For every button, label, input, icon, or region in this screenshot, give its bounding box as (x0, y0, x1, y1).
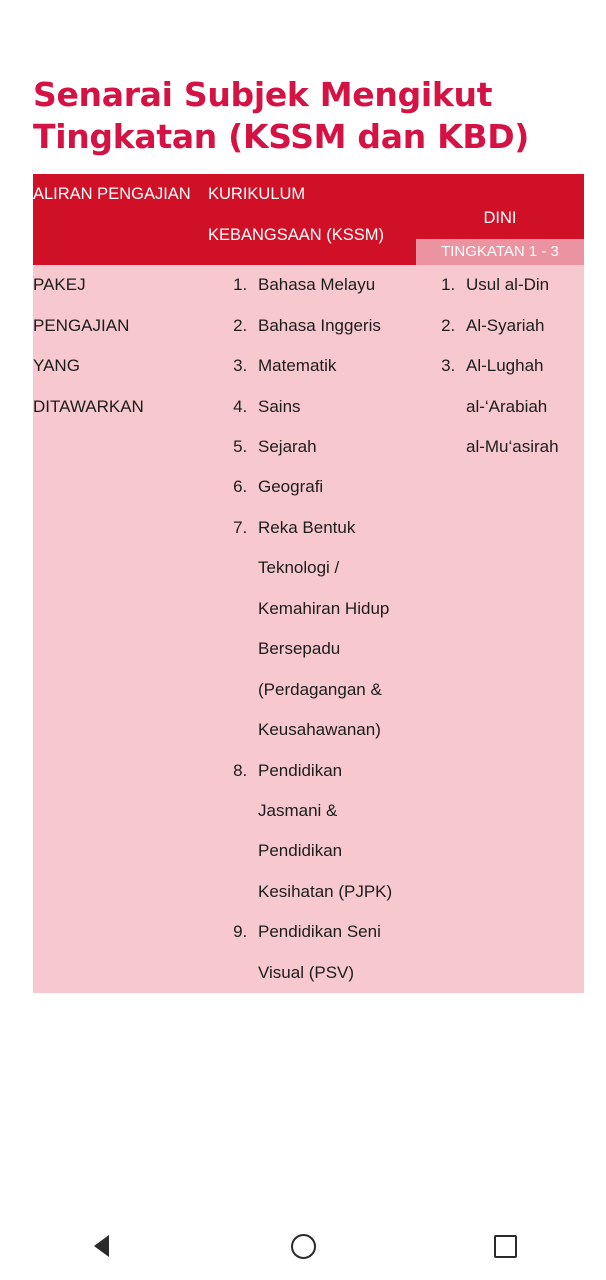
header-tingkatan-1-3: TINGKATAN 1 - 3 (416, 239, 584, 265)
list-item: 3. Matematik (252, 346, 396, 386)
kssm-subject-list (224, 265, 396, 993)
header-kurikulum-kebangsaan: KURIKULUM KEBANGSAAN (KSSM) (208, 174, 416, 265)
cell-pakej-pengajian (33, 265, 208, 993)
recents-square-icon (494, 1235, 517, 1258)
pakej-label-lines (33, 265, 208, 427)
cell-dini-subjects (416, 265, 584, 993)
list-item: 2. Al-Syariah (460, 306, 564, 346)
dini-subject-list (432, 265, 564, 467)
page-title: Senarai Subjek Mengikut Tingkatan (KSSM dan KBD) (33, 75, 530, 157)
list-item: 8. Pendidikan Jasmani & Pendidikan Kesihatan (PJPK) (252, 751, 396, 913)
list-item: 1. Usul al-Din (460, 265, 564, 305)
pakej-line: PENGAJIAN (33, 315, 130, 335)
list-item: 5. Sejarah (252, 427, 396, 467)
list-item: 7. Reka Bentuk Teknologi / Kemahiran Hidup Bersepadu (Perdagangan & Keusahawanan) (252, 508, 396, 751)
table-header-row (33, 174, 584, 238)
list-item: 2. Bahasa Inggeris (252, 306, 396, 346)
list-item: 6. Geografi (252, 467, 396, 507)
cell-kssm-subjects (208, 265, 416, 993)
list-item: 9. Pendidikan Seni Visual (PSV) (252, 912, 396, 993)
back-button[interactable] (61, 1212, 141, 1280)
header-aliran-pengajian: ALIRAN PENGAJIAN (33, 174, 208, 265)
subject-table (33, 174, 584, 993)
pakej-line: YANG (33, 356, 80, 376)
home-circle-icon (291, 1234, 316, 1259)
list-item: 4. Sains (252, 387, 396, 427)
pakej-line: DITAWARKAN (33, 396, 144, 416)
android-navigation-bar (0, 1212, 606, 1280)
back-triangle-icon (94, 1235, 109, 1257)
home-button[interactable] (263, 1212, 343, 1280)
list-item: 1. Bahasa Melayu (252, 265, 396, 305)
list-item: 3. Al-Lughah al-‘Arabiah al-Mu‘asirah (460, 346, 564, 467)
pakej-line: PAKEJ (33, 275, 86, 295)
header-dini: DINI (416, 174, 584, 238)
table-row (33, 265, 584, 993)
recents-button[interactable] (465, 1212, 545, 1280)
